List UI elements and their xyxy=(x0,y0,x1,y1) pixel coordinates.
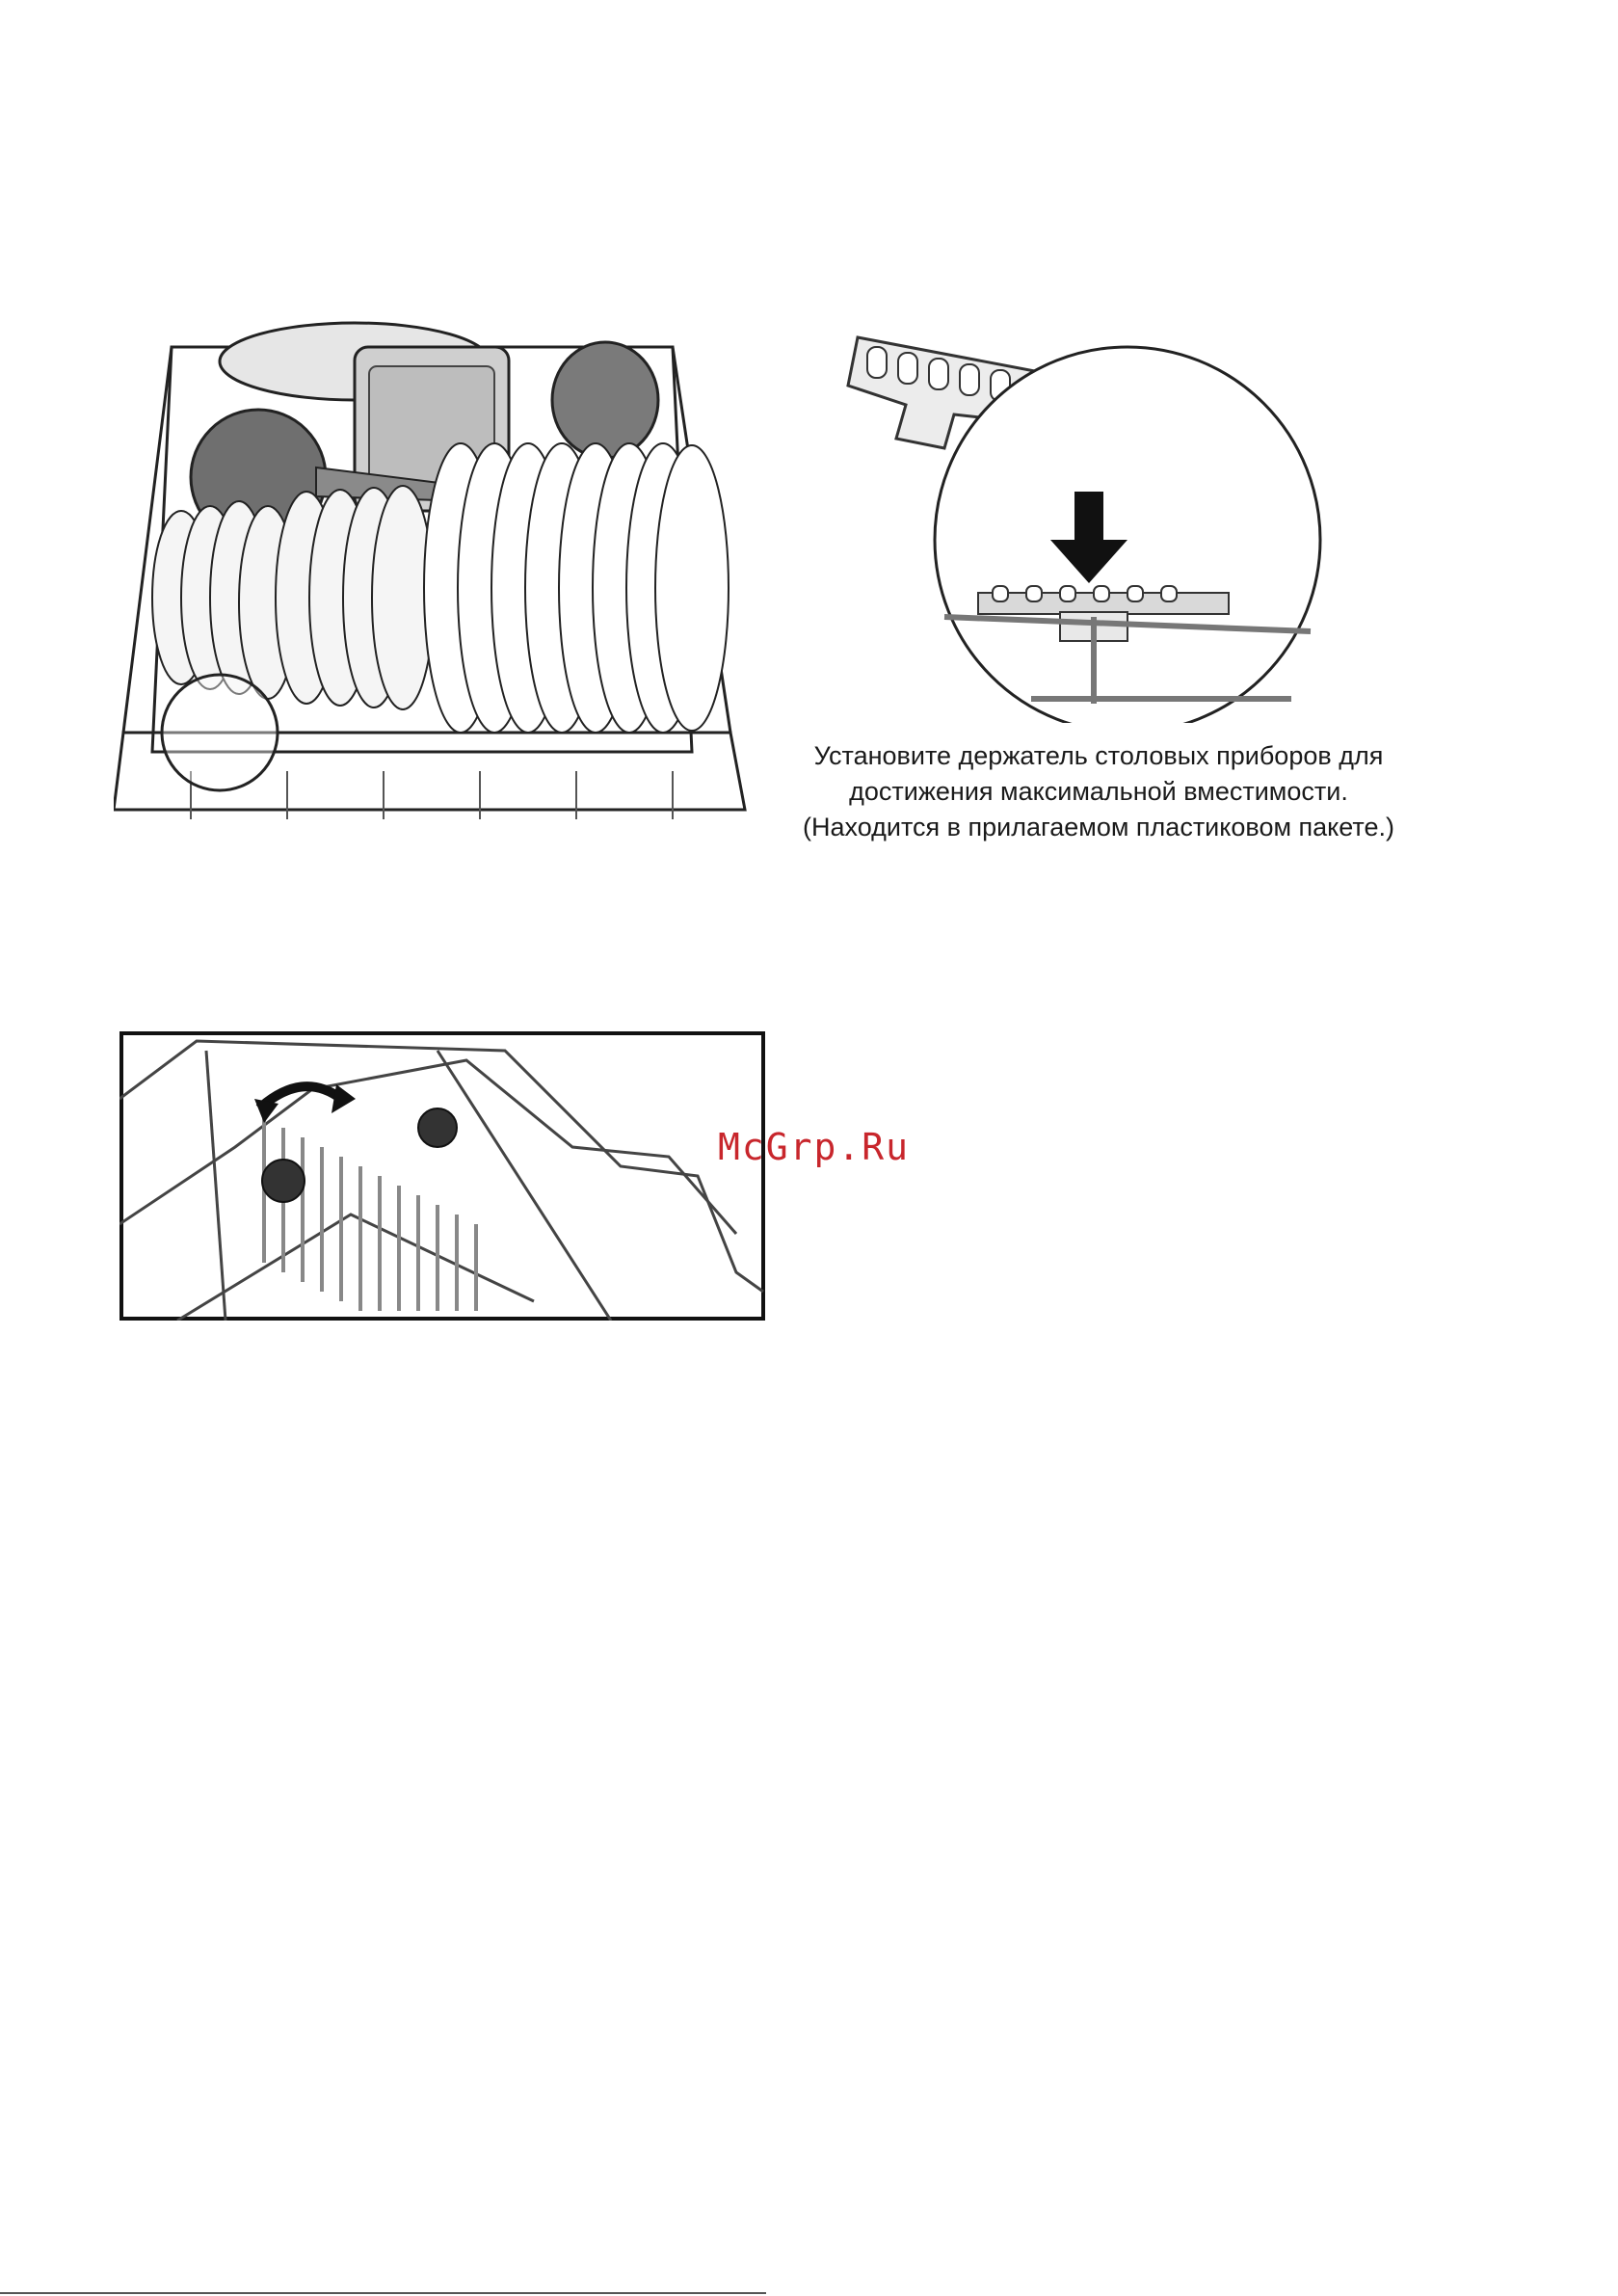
instruction-line-3: (Находится в прилагаемом пластиковом пакете.) xyxy=(803,813,1394,841)
watermark: McGrp.Ru xyxy=(718,1126,911,1168)
folding-tines-illustration xyxy=(119,1031,765,1321)
detail-circle xyxy=(162,675,278,790)
instruction-line-1: Установите держатель столовых приборов для xyxy=(813,741,1384,770)
footer-rule xyxy=(0,2292,766,2294)
instruction-text xyxy=(761,738,1436,845)
zoom-circle xyxy=(935,347,1320,723)
pot-right xyxy=(552,342,658,458)
cutlery-holder-illustration xyxy=(838,318,1339,723)
instruction-line-2: достижения максимальной вместимости. xyxy=(849,777,1348,806)
dishwasher-basket-illustration xyxy=(114,308,750,829)
